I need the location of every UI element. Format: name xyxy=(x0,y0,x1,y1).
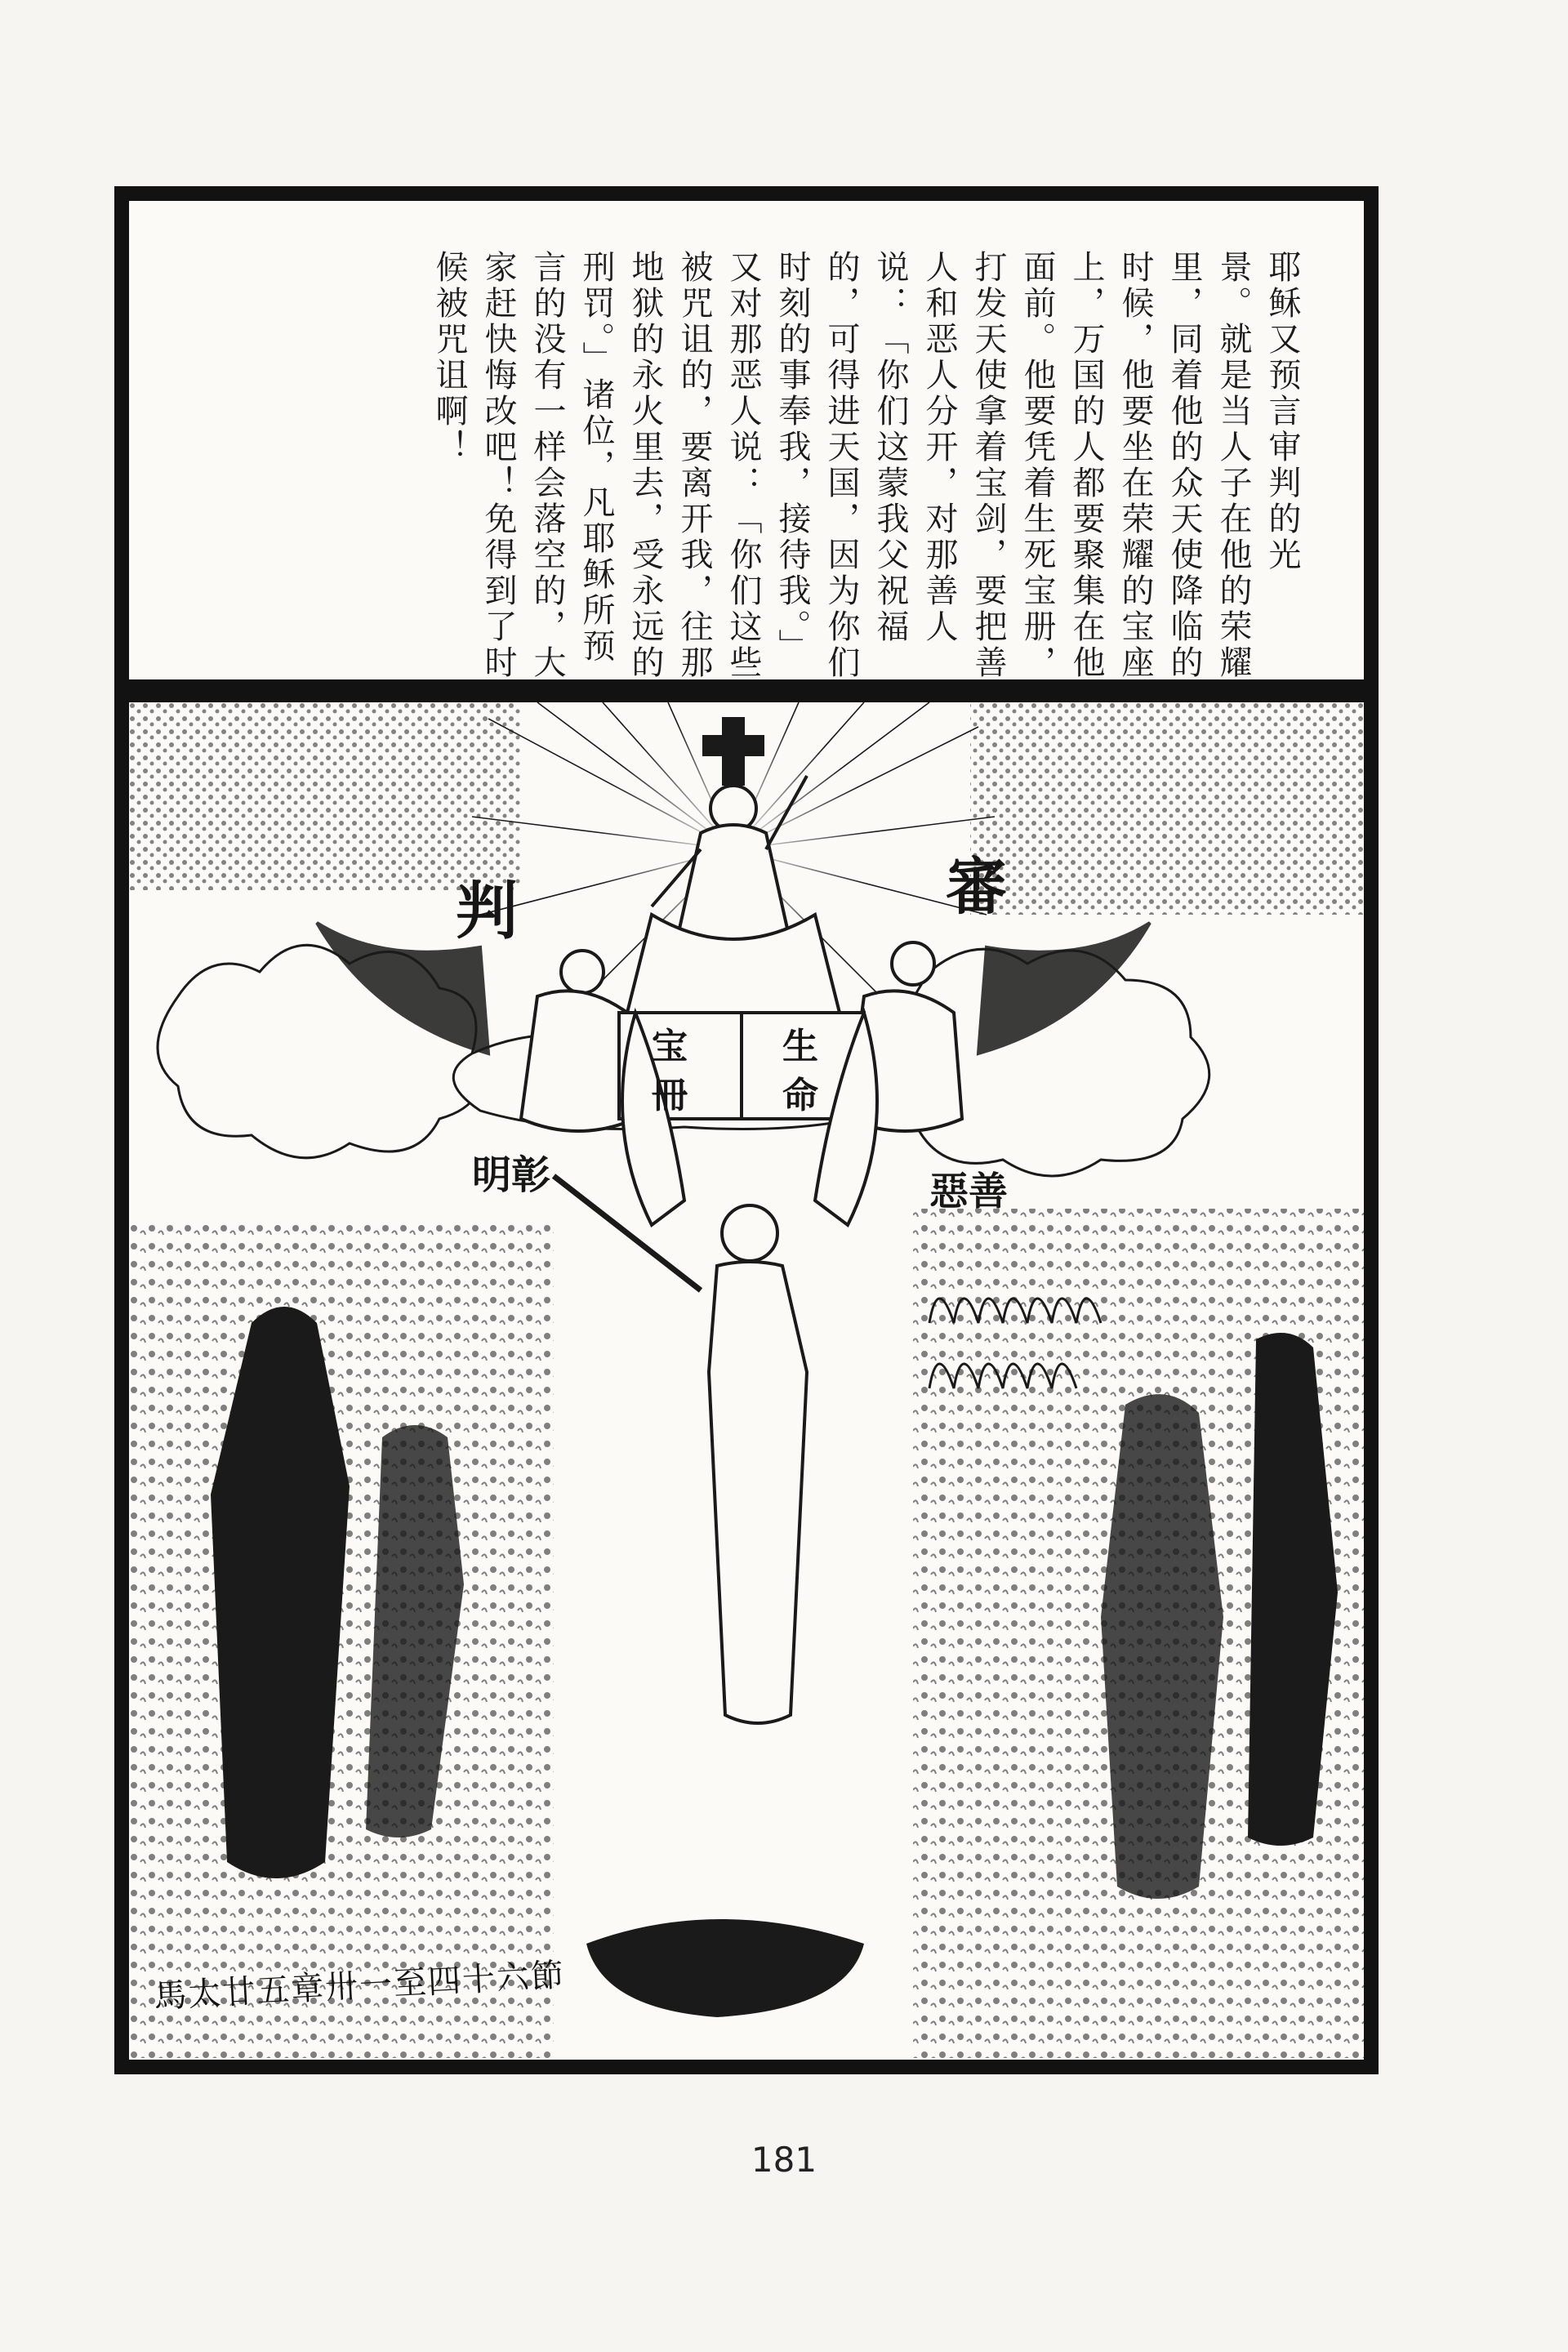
text-column: 上，万国的人都要聚集在他 xyxy=(1067,250,1105,681)
scripture-caption: 馬太廿五章卅一至四十六節 xyxy=(153,1956,567,2016)
text-column: 里，同着他的众天使降临的 xyxy=(1165,250,1203,681)
book-right-bottom-char: 命 xyxy=(782,1075,818,1116)
text-column: 说：「你们这蒙我父祝福 xyxy=(871,250,909,645)
pit xyxy=(586,1919,864,2017)
text-column: 耶稣又预言审判的光 xyxy=(1263,250,1301,573)
text-column: 景。就是当人子在他的荣耀 xyxy=(1214,250,1252,681)
illustration-panel xyxy=(129,702,1364,2060)
label-judgment-right: 審 xyxy=(946,850,1008,923)
label-judgment-left: 判 xyxy=(456,875,518,947)
text-column: 家赶快悔改吧！免得到了时 xyxy=(479,250,517,681)
text-column: 时候，他要坐在荣耀的宝座 xyxy=(1116,250,1154,681)
text-column: 地狱的永火里去，受永远的 xyxy=(626,250,664,681)
book-left-bottom-char: 冊 xyxy=(652,1075,688,1116)
text-column: 被咒诅的，要离开我，往那 xyxy=(675,250,713,681)
vertical-text-body xyxy=(425,250,1307,681)
text-column: 刑罚。」诸位，凡耶稣所预 xyxy=(577,250,615,665)
label-mid-right: 惡善 xyxy=(929,1169,1009,1214)
text-column: 打发天使拿着宝剑，要把善 xyxy=(969,250,1007,681)
text-column: 候被咒诅啊！ xyxy=(430,250,468,466)
text-column: 的，可得进天国，因为你们 xyxy=(822,250,860,681)
text-panel xyxy=(129,201,1364,679)
text-column: 人和恶人分开，对那善人 xyxy=(920,250,958,645)
book-left-top-char: 宝 xyxy=(652,1026,688,1067)
page-frame xyxy=(114,186,1379,2074)
book-right-top-char: 生 xyxy=(782,1026,818,1067)
label-mid-left: 明彰 xyxy=(472,1152,551,1198)
text-column: 时刻的事奉我，接待我。」 xyxy=(773,250,811,665)
text-column: 又对那恶人说：「你们这些 xyxy=(724,250,762,681)
page-number: 181 xyxy=(751,2140,817,2180)
text-column: 言的没有一样会落空的，大 xyxy=(528,250,566,681)
judgment-illustration xyxy=(129,702,1364,2060)
text-column: 面前。他要凭着生死宝册， xyxy=(1018,250,1056,681)
